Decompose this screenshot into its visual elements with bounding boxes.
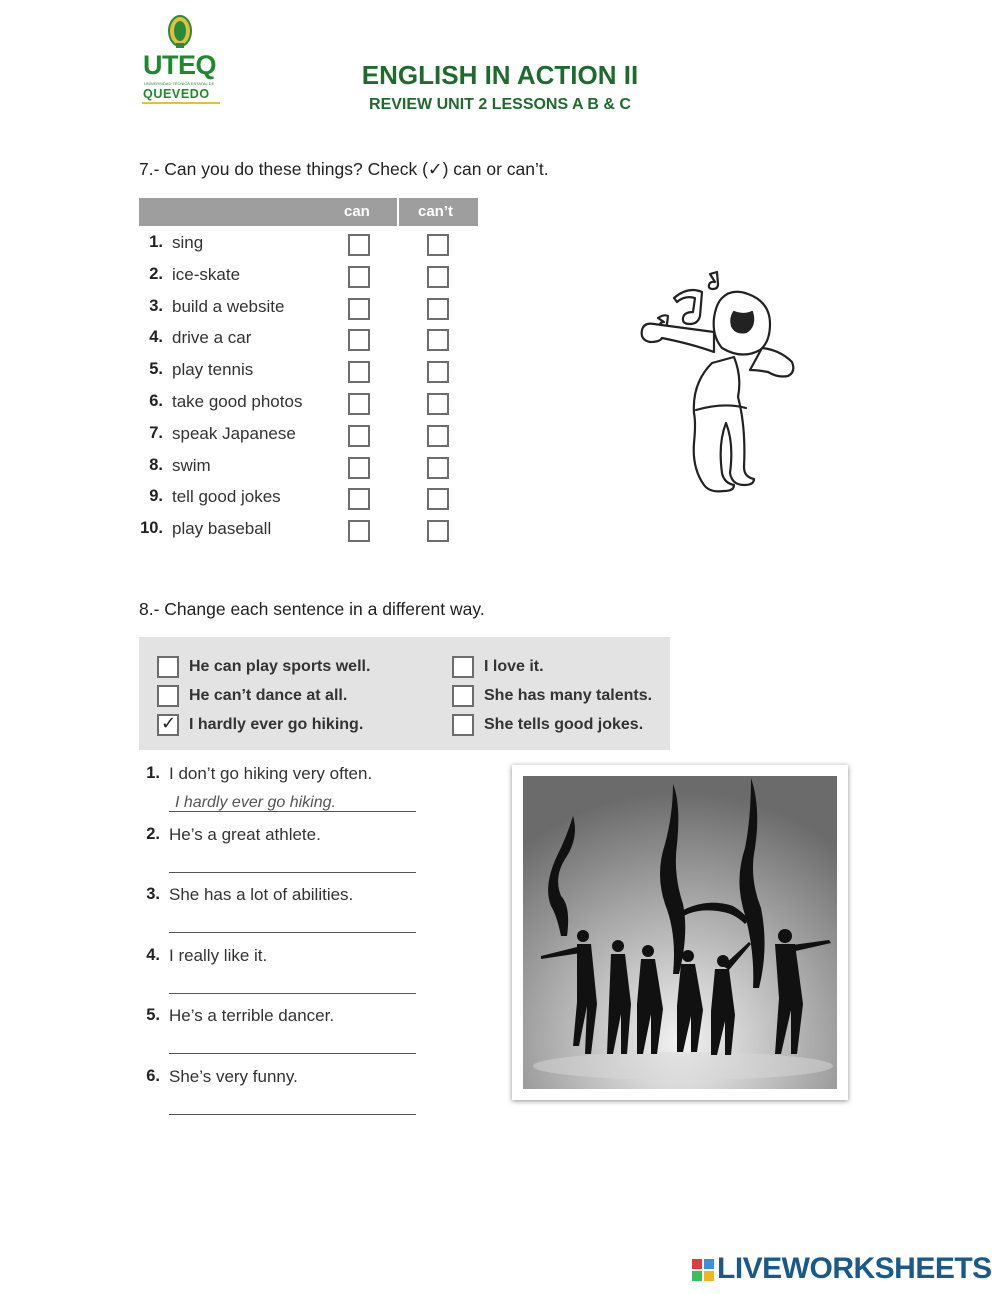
exercise8-instruction: 8.- Change each sentence in a different way. [139, 599, 485, 619]
answer-field[interactable]: I hardly ever go hiking. [175, 794, 336, 811]
item-number: 3. [149, 296, 163, 315]
option-text: He can’t dance at all. [189, 687, 348, 704]
item-activity: play baseball [172, 519, 272, 539]
dancers-photo [523, 776, 837, 1089]
logo-text: UTEQ [143, 50, 217, 80]
cant-checkbox[interactable] [427, 457, 449, 479]
answer-line [169, 1053, 416, 1054]
item-activity: swim [172, 455, 211, 475]
sentence-text: I really like it. [169, 945, 268, 965]
liveworksheets-brand: LIVEWORKSHEETS [717, 1252, 992, 1285]
sentence-text: He’s a great athlete. [169, 824, 321, 844]
option-text: She has many talents. [484, 687, 653, 704]
sentence-number: 5. [146, 1006, 160, 1025]
cant-checkbox[interactable] [427, 266, 449, 288]
exercise7-row [139, 389, 479, 419]
option-text: He can play sports well. [189, 658, 371, 675]
cant-checkbox[interactable] [427, 393, 449, 415]
exercise7-row [139, 516, 479, 546]
dancers-photo-frame [512, 765, 848, 1100]
item-number: 7. [149, 423, 163, 442]
sentence-text: He’s a terrible dancer. [169, 1006, 335, 1026]
option-checkbox[interactable] [452, 656, 474, 678]
exercise7-row [139, 262, 479, 292]
can-checkbox[interactable] [348, 393, 370, 415]
cant-checkbox[interactable] [427, 425, 449, 447]
can-checkbox[interactable] [348, 425, 370, 447]
option-checkbox[interactable] [157, 714, 179, 736]
cant-checkbox[interactable] [427, 361, 449, 383]
option-text: I hardly ever go hiking. [189, 716, 364, 733]
exercise7-row [139, 421, 479, 451]
checkmark-icon: ✓ [161, 713, 177, 734]
exercise7-instruction: 7.- Can you do these things? Check (✓) can or can’t. [139, 159, 549, 179]
sentence-number: 3. [146, 885, 160, 904]
item-number: 2. [149, 264, 163, 283]
can-checkbox[interactable] [348, 266, 370, 288]
cant-checkbox[interactable] [427, 298, 449, 320]
can-checkbox[interactable] [348, 234, 370, 256]
sentence-number: 2. [146, 824, 160, 843]
item-number: 10. [140, 519, 163, 538]
option-checkbox[interactable] [452, 685, 474, 707]
singer-illustration [622, 268, 800, 502]
answer-line [169, 811, 416, 812]
liveworksheets-icon [692, 1259, 714, 1281]
item-activity: play tennis [172, 360, 254, 380]
answer-line [169, 872, 416, 873]
sentence-text: She’s very funny. [169, 1067, 298, 1086]
exercise7-row [139, 484, 479, 514]
item-activity: tell good jokes [172, 487, 281, 507]
exercise7-row [139, 230, 479, 260]
sentence-number: 6. [146, 1067, 160, 1085]
cant-checkbox[interactable] [427, 520, 449, 542]
option-checkbox[interactable] [452, 714, 474, 736]
exercise7-row [139, 453, 479, 483]
item-number: 5. [149, 360, 163, 379]
answer-line [169, 993, 416, 994]
logo-city: QUEVEDO [143, 87, 210, 101]
option-text: I love it. [484, 658, 544, 675]
cant-checkbox[interactable] [427, 329, 449, 351]
liveworksheets-logo[interactable] [692, 1253, 992, 1285]
can-checkbox[interactable] [348, 329, 370, 351]
can-checkbox[interactable] [348, 520, 370, 542]
item-activity: ice-skate [172, 264, 241, 284]
exercise7-row [139, 294, 479, 324]
logo-subtext: UNIVERSIDAD TÉCNICA ESTATAL DE [144, 81, 215, 86]
item-number: 8. [149, 455, 163, 474]
sentence-text: I don’t go hiking very often. [169, 764, 373, 783]
option-text: She tells good jokes. [484, 716, 644, 733]
can-checkbox[interactable] [348, 457, 370, 479]
exercise7-row [139, 325, 479, 355]
answer-line [169, 932, 416, 933]
option-checkbox[interactable] [157, 656, 179, 678]
item-number: 6. [149, 392, 163, 410]
item-activity: drive a car [172, 328, 252, 348]
sentence-text: She has a lot of abilities. [169, 885, 354, 905]
item-number: 9. [149, 487, 163, 506]
column-cant: can’t [418, 203, 454, 220]
can-checkbox[interactable] [348, 298, 370, 320]
option-checkbox[interactable] [157, 685, 179, 707]
sentence-number: 4. [146, 945, 160, 964]
page-subtitle: REVIEW UNIT 2 LESSONS A B & C [369, 96, 631, 113]
item-activity: build a website [172, 296, 285, 316]
answer-line [169, 1114, 416, 1115]
cant-checkbox[interactable] [427, 488, 449, 510]
column-can: can [344, 203, 370, 220]
header-divider [397, 198, 399, 226]
item-number: 4. [149, 328, 163, 347]
item-activity: take good photos [172, 392, 303, 411]
sentence-number: 1. [146, 764, 160, 782]
item-number: 1. [149, 233, 163, 251]
cant-checkbox[interactable] [427, 234, 449, 256]
can-checkbox[interactable] [348, 361, 370, 383]
can-checkbox[interactable] [348, 488, 370, 510]
exercise7-row [139, 357, 479, 387]
item-activity: sing [172, 233, 204, 252]
page-title: ENGLISH IN ACTION II [361, 60, 639, 90]
item-activity: speak Japanese [172, 423, 296, 443]
